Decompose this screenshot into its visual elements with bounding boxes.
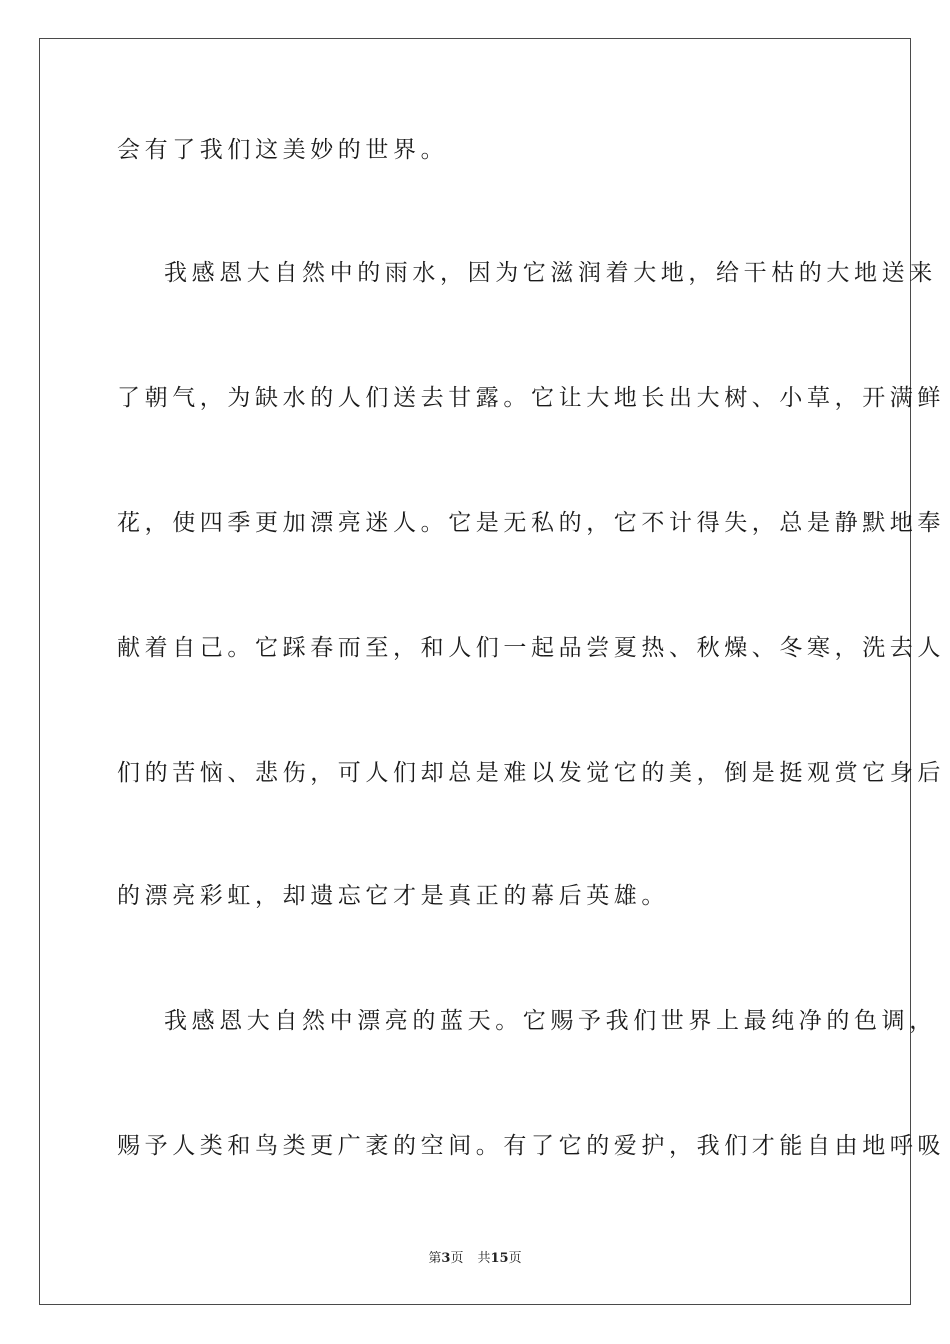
text-line-2: 我感恩大自然中的雨水，因为它滋润着大地，给干枯的大地送来 xyxy=(164,260,937,286)
total-label-prefix: 共 xyxy=(477,1251,491,1266)
page-border xyxy=(39,38,911,1305)
page-label-prefix: 第 xyxy=(428,1251,442,1266)
text-line-3: 了朝气，为缺水的人们送去甘露。它让大地长出大树、小草，开满鲜 xyxy=(117,385,945,411)
page-number: 3 xyxy=(441,1251,451,1266)
text-line-1: 会有了我们这美妙的世界。 xyxy=(117,137,449,163)
text-line-5: 献着自己。它踩春而至，和人们一起品尝夏热、秋燥、冬寒，洗去人 xyxy=(117,635,945,661)
text-line-4: 花，使四季更加漂亮迷人。它是无私的，它不计得失，总是静默地奉 xyxy=(117,510,945,536)
text-line-7: 的漂亮彩虹，却遗忘它才是真正的幕后英雄。 xyxy=(117,883,669,909)
text-line-8: 我感恩大自然中漂亮的蓝天。它赐予我们世界上最纯净的色调， xyxy=(164,1008,937,1034)
page-label-suffix: 页 xyxy=(450,1251,464,1266)
total-pages: 15 xyxy=(490,1251,509,1266)
total-label-suffix: 页 xyxy=(508,1251,522,1266)
page-footer xyxy=(0,1247,950,1266)
text-line-6: 们的苦恼、悲伤，可人们却总是难以发觉它的美，倒是挺观赏它身后 xyxy=(117,760,945,786)
text-line-9: 赐予人类和鸟类更广袤的空间。有了它的爱护，我们才能自由地呼吸 xyxy=(117,1133,945,1159)
